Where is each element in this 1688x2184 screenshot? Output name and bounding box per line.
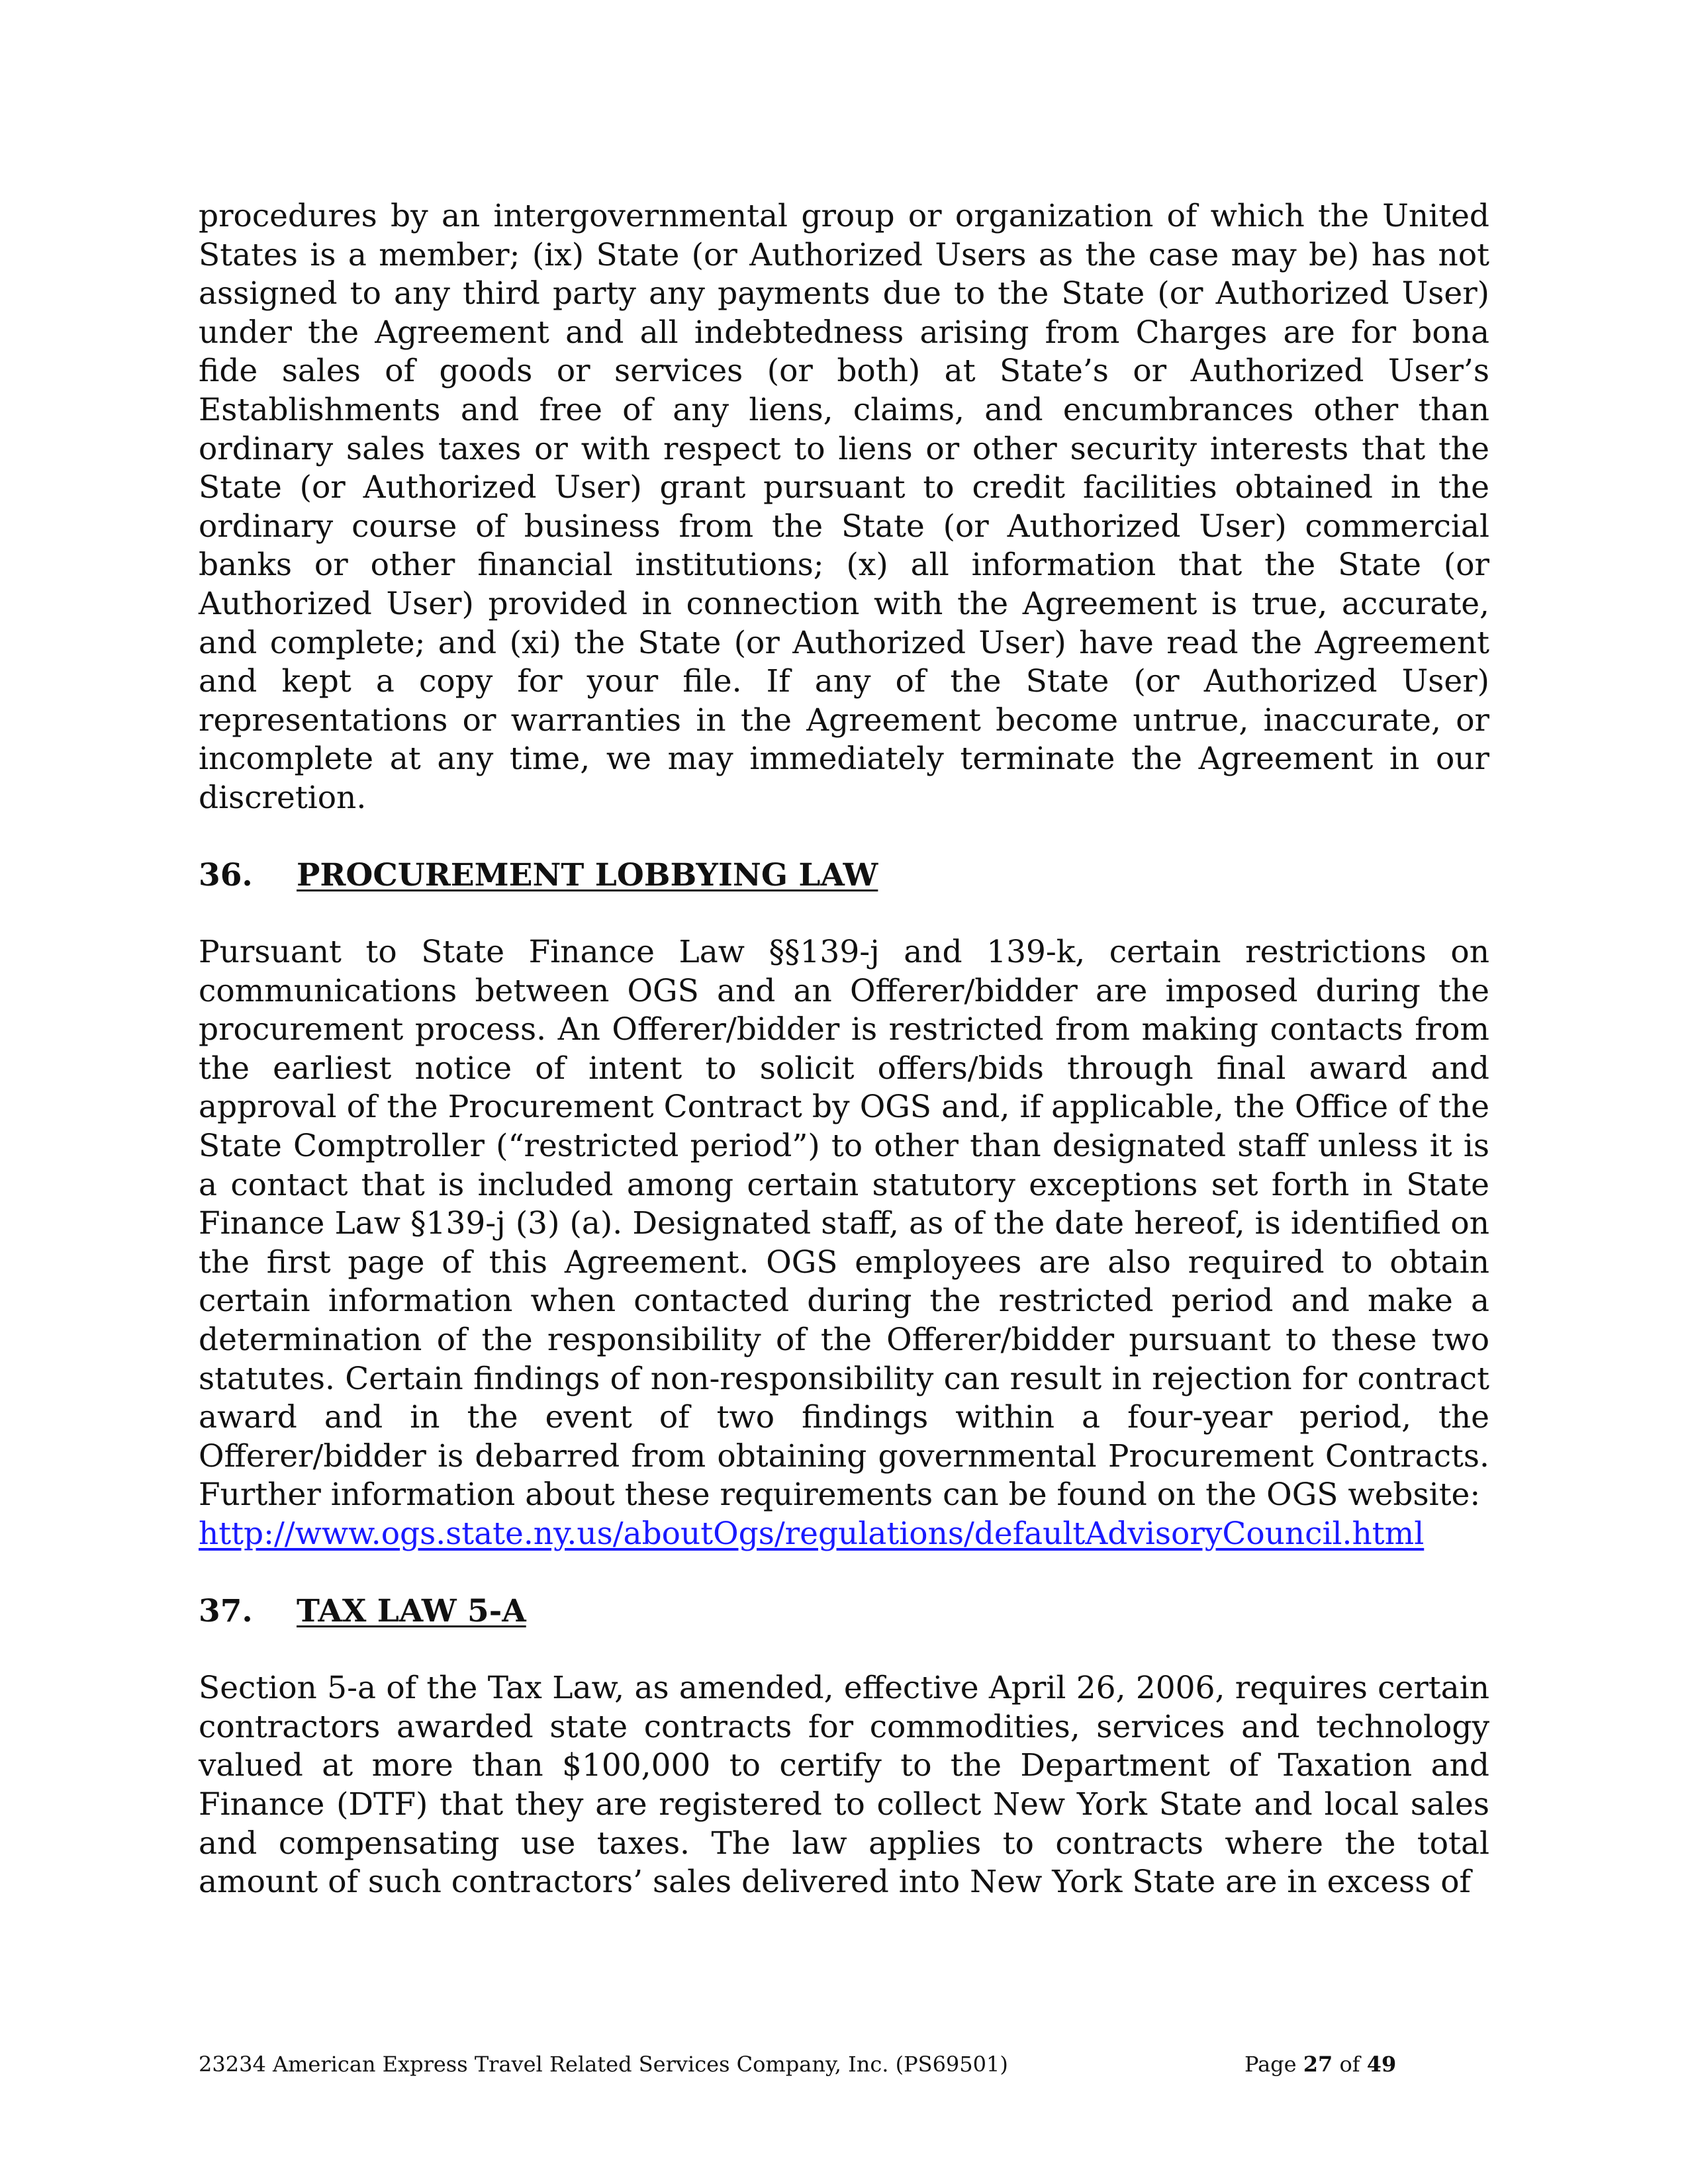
paragraph-tax-law: Section 5-a of the Tax Law, as amended, effective April 26, 2006, requires certain contractors awarded state contracts for commodities, services and technology valued at more than $100,000 to certify to the Department of Taxation and Finance (DTF) that they are registered to collect New York State and local sales and compensating use taxes. The law applies to contracts where the total amount of such contractors’ sales delivered into New York State are in excess of bbox=[199, 1670, 1489, 1901]
current-page: 27 bbox=[1303, 2052, 1333, 2077]
paragraph-procurement-lobbying: Pursuant to State Finance Law §§139-j and 139-k, certain restrictions on communications between OGS and an Offerer/bidder are imposed during the procurement process. An Offerer/bidder is restricted from making contacts from the earliest notice of intent to solicit offers/bids through final award and approval of the Procurement Contract by OGS and, if applicable, the Office of the State Comptroller (“restricted period”) to other than designated staff unless it is a contact that is included among certain statutory exceptions set forth in State Finance Law §139-j (3) (a). Designated staff, as of the date hereof, is identified on the first page of this Agreement. OGS employees are also required to obtain certain information when contacted during the restricted period and make a determination of the responsibility of the Offerer/bidder pursuant to these two statutes. Certain findings of non-responsibility can result in rejection for contract award and in the event of two findings within a four-year period, the Offerer/bidder is debarred from obtaining governmental Procurement Contracts. Further information about these requirements can be found on the OGS website: bbox=[199, 934, 1489, 1514]
total-pages: 49 bbox=[1366, 2052, 1397, 2077]
section-heading-36 bbox=[199, 856, 1489, 895]
section-heading-37 bbox=[199, 1592, 1489, 1631]
section-title: PROCUREMENT LOBBYING LAW bbox=[297, 856, 878, 893]
ogs-website-link[interactable]: http://www.ogs.state.ny.us/aboutOgs/regulations/defaultAdvisoryCouncil.html bbox=[199, 1516, 1425, 1552]
paragraph-representations: procedures by an intergovernmental group or organization of which the United States is a member; (ix) State (or Authorized Users as the case may be) has not assigned to any third party any payments due to the State (or Authorized User) under the Agreement and all indebtedness arising from Charges are for bona fide sales of goods or services (or both) at State’s or Authorized User’s Establishments and free of any liens, claims, and encumbrances other than ordinary sales taxes or with respect to liens or other security interests that the State (or Authorized User) grant pursuant to credit facilities obtained in the ordinary course of business from the State (or Authorized User) commercial banks or other financial institutions; (x) all information that the State (or Authorized User) provided in connection with the Agreement is true, accurate, and complete; and (xi) the State (or Authorized User) have read the Agreement and kept a copy for your file. If any of the State (or Authorized User) representations or warranties in the Agreement become untrue, inaccurate, or incomplete at any time, we may immediately terminate the Agreement in our discretion. bbox=[199, 198, 1489, 816]
footer-contract-info: 23234 American Express Travel Related Services Company, Inc. (PS69501) bbox=[199, 2052, 1008, 2077]
page-word: Page bbox=[1244, 2052, 1297, 2077]
document-page bbox=[199, 197, 1489, 1902]
section-number: 36. bbox=[199, 856, 253, 893]
section-title: TAX LAW 5-A bbox=[297, 1592, 526, 1629]
footer-page-number bbox=[1244, 2052, 1396, 2077]
section-number: 37. bbox=[199, 1592, 253, 1629]
of-word: of bbox=[1339, 2052, 1360, 2077]
